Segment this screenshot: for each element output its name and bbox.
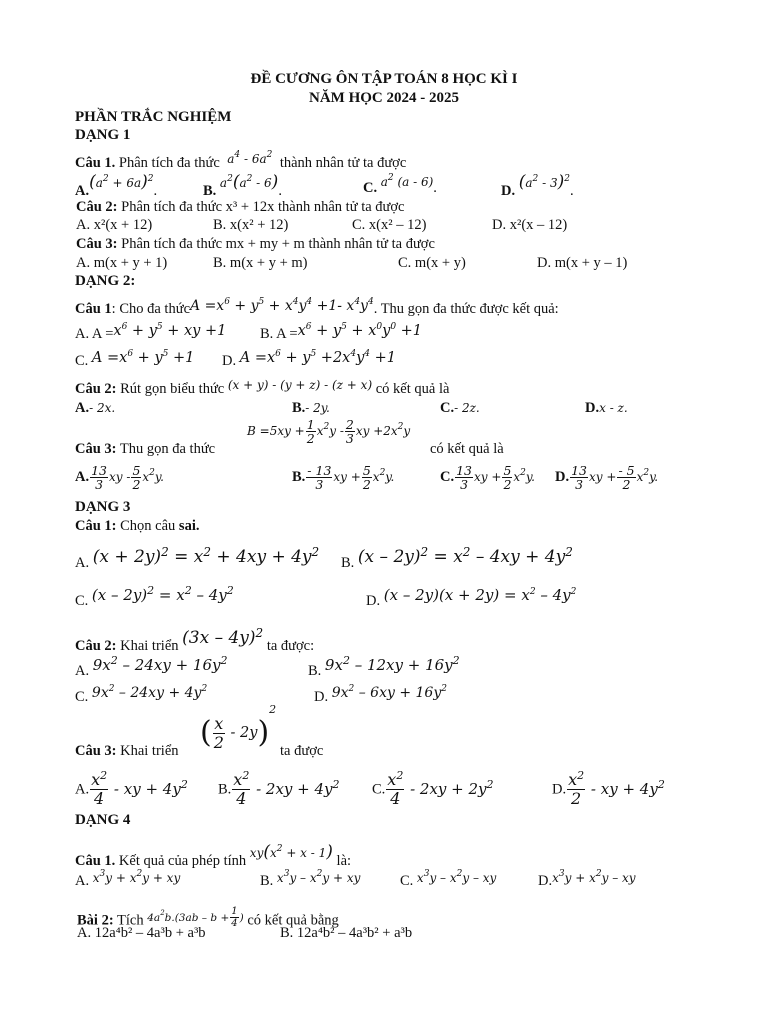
section-heading-2: DẠNG 2: [75,273,136,289]
option-d3-3-a[interactable]: A. $\frac{x^2}{4}$ - xy + $4y^2$ [75,769,188,808]
option-d4-1-b[interactable]: B. $^{x^3y - x^2y + xy}$ [260,869,361,889]
option-d2-2-c[interactable]: C.- 2z. [440,400,480,416]
section-heading-3: DẠNG 3 [75,499,131,515]
option-d2-2-a[interactable]: A.- 2x. [75,400,116,416]
option-d4-2-a[interactable]: A. 12a⁴b² – 4a³b + a³b [77,925,206,941]
option-d2-3-c[interactable]: C. $\frac{13}{3}$ xy + $\frac{5}{2}$ $x^2y$. [440,463,535,492]
section-heading-1: DẠNG 1 [75,127,131,143]
document-title: ĐỀ CƯƠNG ÔN TẬP TOÁN 8 HỌC KÌ I [250,71,518,87]
option-d2-3-a[interactable]: A. $\frac{13}{3}$ xy - $\frac{5}{2}$ $x^2y$. [75,463,164,492]
document-subtitle: NĂM HỌC 2024 - 2025 [309,90,459,106]
question-d2-3-tail: có kết quả là [430,441,504,457]
option-d3-3-d[interactable]: D. $\frac{x^2}{2}$ - xy + $4y^2$ [552,769,665,808]
option-d4-1-c[interactable]: C. $^{x^3y - x^2y - xy}$ [400,869,497,889]
part-heading: PHẦN TRẮC NGHIỆM [75,109,232,125]
option-d4-2-b[interactable]: B. 12a⁴b² – 4a³b² + a³b [280,925,413,941]
option-d3-3-c[interactable]: C. $\frac{x^2}{4}$ - $2xy + 2y^2$ [372,769,494,808]
option-d1-1-a[interactable]: A.$^{(a^2 + 6a)^2}$. [75,172,158,199]
option-d3-3-b[interactable]: B. $\frac{x^2}{4}$ - $2xy + 4y^2$ [218,769,340,808]
option-d2-1-c[interactable]: C. $A =x^6 + y^5 +1$ [75,349,195,369]
option-d3-1-c[interactable]: C. $(x - 2y)^2 = x^2 - 4y^2$ [75,584,234,609]
option-d1-3-a[interactable]: A. m(x + y + 1) [76,255,168,271]
option-d2-3-d[interactable]: D. $\frac{13}{3}$ xy + $\frac{- 5}{2}$ $x^2y$. [555,463,659,492]
section-heading-4: DẠNG 4 [75,812,131,828]
option-d1-3-b[interactable]: B. m(x + y + m) [213,255,308,271]
question-d4-1: Câu 1. Kết quả của phép tính $^{xy(x^2 + x - 1)}$ là: [75,842,352,869]
option-d1-1-d[interactable]: D. $^{(a^2 - 3)^2}$. [501,172,574,199]
option-d1-1-b[interactable]: B. $^{a^2(a^2 - 6)}$. [203,172,282,199]
question-d2-2: Câu 2: Rút gọn biểu thức $^{(x + y) - (y + z) - (z + x)}$ có kết quả là [75,378,450,397]
question-d3-1: Câu 1: Chọn câu sai. [75,518,200,534]
option-d1-1-c[interactable]: C. $^{a^2 (a - 6)}$. [363,173,437,196]
option-d4-1-d[interactable]: D.$^{x^3y + x^2y - xy}$ [538,869,636,889]
option-d3-2-c[interactable]: C. $9x^2 - 24xy + 4y^2$ [75,684,208,705]
option-d2-2-b[interactable]: B.- 2y. [292,400,330,416]
option-d3-1-b[interactable]: B. $(x - 2y)^2 = x^2 - 4xy + 4y^2$ [341,545,573,571]
question-d4-2: Bài 2: Tích $^{4a^2b.(3ab - b + \frac{1}{4} )}$ có kết quả bằng [77,906,339,929]
option-d3-1-a[interactable]: A. $(x + 2y)^2 = x^2 + 4xy + 4y^2$ [75,545,320,571]
option-d2-1-a[interactable]: A. $A =x^6 + y^5$ + xy +1 [75,322,227,342]
option-d1-3-d[interactable]: D. m(x + y – 1) [537,255,628,271]
question-d3-3-tail: ta được [280,743,324,759]
option-d1-2-c[interactable]: C. x(x² – 12) [352,217,427,233]
option-d3-2-d[interactable]: D. $9x^2 - 6xy + 16y^2$ [314,684,447,705]
option-d2-1-b[interactable]: B. $A =x^6 + y^5 + x^0y^0 +1$ [260,322,423,342]
option-d1-3-c[interactable]: C. m(x + y) [398,255,466,271]
question-d3-2: Câu 2: Khai triển (3x – 4y)$^2$ ta được: [75,626,315,654]
question-d3-3: Câu 3: Khai triển [75,743,179,759]
option-d4-1-a[interactable]: A. $^{x^3y + x^2y + xy}$ [75,869,181,889]
question-d1-3: Câu 3: Phân tích đa thức mx + my + m thành nhân tử ta được [76,236,435,252]
option-d2-3-b[interactable]: B. $\frac{- 13}{3}$ xy + $\frac{5}{2}$ $x^2y$. [292,463,395,492]
option-d2-1-d[interactable]: D. $A =x^6 + y^5 +2x^4y^4 +1$ [222,349,397,369]
question-d1-2: Câu 2: Phân tích đa thức x³ + 12x thành nhân tử ta được [76,199,405,215]
option-d1-2-a[interactable]: A. x²(x + 12) [76,217,153,233]
option-d2-2-d[interactable]: D.x - z. [585,400,628,416]
expression-b: B =5xy + $\frac{1}{2}$ $x^2y$ - $\frac{2}{3}$ xy $+2x^2y$ [247,417,411,446]
question-d2-1: Câu 1: Cho đa thứcA $=x^6 + y^5 + x^4y^4 +1-$ $x^4y^4$. Thu gọn đa thức được kết quả: [75,297,559,317]
option-d3-2-a[interactable]: A. $9x^2 - 24xy + 16y^2$ [75,654,228,679]
expression-binomial: ( $\frac{x}{2}$ - 2y)$^2$ [200,703,277,752]
option-d3-2-b[interactable]: B. $9x^2 - 12xy + 16y^2$ [308,654,460,679]
question-d2-3: Câu 3: Thu gọn đa thức [75,441,216,457]
option-d1-2-b[interactable]: B. x(x² + 12) [213,217,289,233]
option-d1-2-d[interactable]: D. x²(x – 12) [492,217,568,233]
question-d1-1: Câu 1. Phân tích đa thức $^{a^4 - 6a^2}$ thành nhân tử ta được [75,150,407,171]
option-d3-1-d[interactable]: D. $(x - 2y)(x + 2y) = x^2 - 4y^2$ [366,586,577,609]
